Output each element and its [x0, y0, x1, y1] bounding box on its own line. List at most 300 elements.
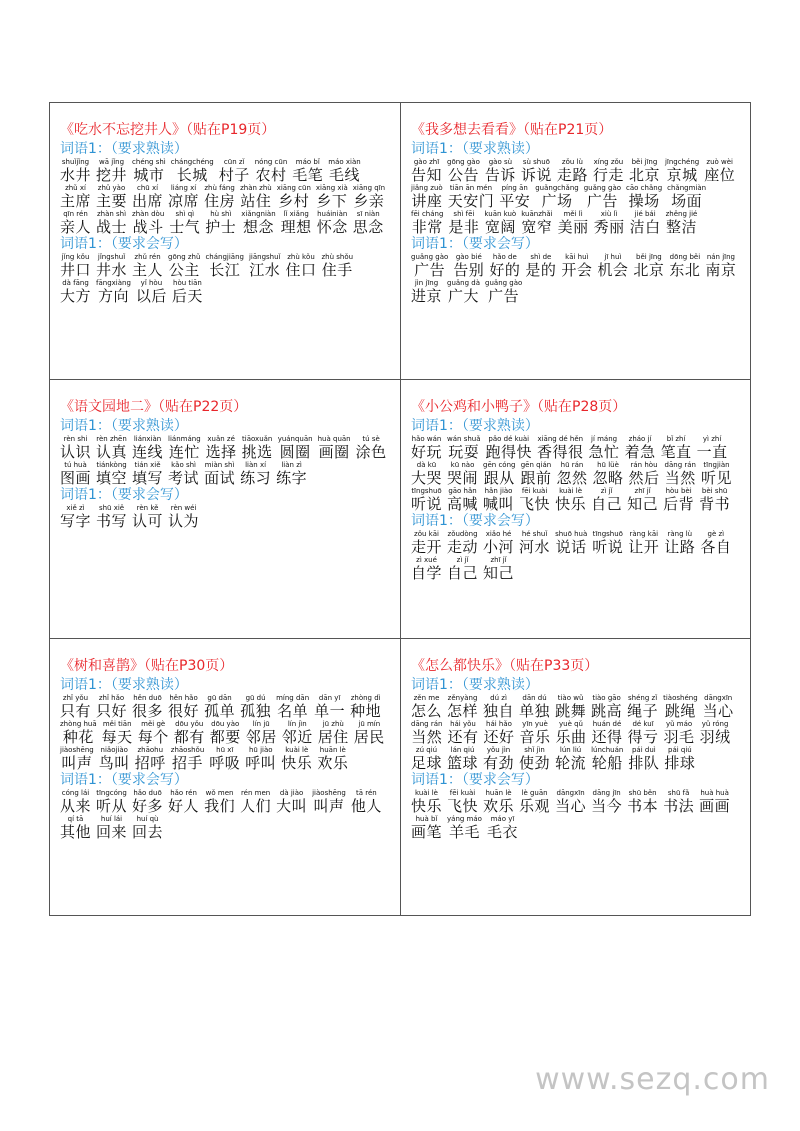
- word-item: [411, 487, 442, 513]
- pinyin: niǎojiào: [100, 746, 128, 754]
- word-list: [60, 253, 394, 305]
- word-item: [277, 184, 311, 210]
- pinyin: shuǐjǐng: [61, 158, 90, 166]
- pinyin: hěn duō: [133, 694, 162, 702]
- hanzi: 开会: [561, 261, 593, 279]
- pinyin: guǎng gào: [583, 184, 622, 192]
- hanzi: 河水: [519, 538, 551, 556]
- hanzi: 面试: [204, 469, 236, 487]
- pinyin: gōng gào: [447, 158, 480, 166]
- word-item: [317, 746, 348, 772]
- word-item: [485, 279, 522, 305]
- hanzi: 轮船: [591, 754, 623, 772]
- section-label: 词语1：（要求会写）: [60, 772, 188, 788]
- pinyin: guǎng dà: [447, 279, 481, 287]
- hanzi: 住房: [204, 192, 236, 210]
- word-item: [314, 694, 345, 720]
- word-list: [60, 504, 394, 530]
- hanzi: 毛衣: [486, 823, 518, 841]
- pinyin: dú zì: [490, 694, 507, 702]
- pinyin: hǎo de: [492, 253, 517, 261]
- word-item: [132, 504, 163, 530]
- hanzi: 呼吸: [209, 754, 241, 772]
- hanzi: 乐观: [519, 797, 551, 815]
- hanzi: 香得很: [537, 443, 584, 461]
- pinyin: dé kuī: [632, 720, 654, 728]
- word-item: [597, 253, 628, 279]
- pinyin: zuò wèi: [706, 158, 734, 166]
- word-item: [210, 720, 241, 746]
- hanzi: 练习: [240, 469, 272, 487]
- hanzi: 飞快: [447, 797, 479, 815]
- pinyin: zhāoshǒu: [170, 746, 205, 754]
- word-item: [132, 461, 163, 487]
- word-item: [555, 789, 586, 815]
- word-item: [591, 487, 622, 513]
- word-item: [447, 530, 478, 556]
- hanzi: 行走: [592, 166, 624, 184]
- hanzi: 羊毛: [448, 823, 480, 841]
- hanzi: 着急: [624, 443, 656, 461]
- pinyin: hū rán: [560, 461, 584, 469]
- watermark: www.sezq.com: [535, 1062, 770, 1097]
- pinyin: jū mín: [358, 720, 381, 728]
- word-item: [447, 435, 481, 461]
- pinyin: gū dú: [245, 694, 266, 702]
- hanzi: 怎么: [411, 702, 443, 720]
- hanzi: 连线: [132, 443, 164, 461]
- hanzi: 从来: [60, 797, 92, 815]
- word-item: [519, 789, 550, 815]
- pinyin: gēn cóng: [483, 461, 516, 469]
- pinyin: hěn hǎo: [169, 694, 198, 702]
- pinyin: hù shì: [210, 210, 232, 218]
- word-item: [60, 279, 91, 305]
- pinyin: zì jǐ: [456, 556, 469, 564]
- hanzi: 进京: [411, 287, 443, 305]
- card-title: 《语文园地二》（贴在P22页）: [60, 399, 248, 415]
- hanzi: 呼叫: [245, 754, 277, 772]
- card-1: [50, 103, 401, 380]
- hanzi: 使劲: [519, 754, 551, 772]
- word-item: [626, 184, 662, 210]
- word-item: [483, 720, 514, 746]
- hanzi: 护士: [205, 218, 237, 236]
- pinyin: máo bǐ: [295, 158, 320, 166]
- pinyin: cóng lái: [61, 789, 90, 797]
- pinyin: huáiniàn: [317, 210, 348, 218]
- word-item: [447, 556, 478, 582]
- pinyin: huà quān: [317, 435, 351, 443]
- pinyin: zhěng jié: [665, 210, 698, 218]
- word-item: [282, 720, 313, 746]
- hanzi: 写字: [60, 512, 92, 530]
- hanzi: 好人: [168, 797, 200, 815]
- pinyin: ràng lù: [667, 530, 693, 538]
- pinyin: huí lái: [100, 815, 123, 823]
- hanzi: 填空: [96, 469, 128, 487]
- hanzi: 邻居: [245, 728, 277, 746]
- hanzi: 跳高: [591, 702, 623, 720]
- word-item: [411, 815, 442, 841]
- word-item: [240, 789, 271, 815]
- hanzi: 孤单: [204, 702, 236, 720]
- card-title: 《怎么都快乐》（贴在P33页）: [411, 658, 599, 674]
- word-item: [453, 253, 484, 279]
- hanzi: 主席: [60, 192, 92, 210]
- pinyin: xiǎo hé: [485, 530, 512, 538]
- pinyin: běi jīng: [631, 158, 658, 166]
- word-item: [555, 487, 586, 513]
- hanzi: 当然: [664, 469, 696, 487]
- hanzi: 忽然: [556, 469, 588, 487]
- pinyin: zhǔ yào: [97, 184, 126, 192]
- word-list: [60, 694, 394, 772]
- word-item: [700, 720, 731, 746]
- pinyin: jiāngshuǐ: [248, 253, 281, 261]
- hanzi: 背书: [699, 495, 731, 513]
- pinyin: jǐngshuǐ: [97, 253, 126, 261]
- pinyin: huán dé: [592, 720, 622, 728]
- hanzi: 非常: [411, 218, 443, 236]
- hanzi: 跑得快: [485, 443, 533, 461]
- pinyin: zhī jǐ: [490, 556, 507, 564]
- pinyin: zì xué: [416, 556, 437, 564]
- hanzi: 乡亲: [353, 192, 385, 210]
- pinyin: nán jīng: [706, 253, 735, 261]
- word-item: [219, 158, 250, 184]
- pinyin: dà jiào: [279, 789, 304, 797]
- card-title: 《小公鸡和小鸭子》（贴在P28页）: [411, 399, 627, 415]
- word-item: [132, 694, 163, 720]
- hanzi: 招手: [172, 754, 204, 772]
- hanzi: 只有: [60, 702, 92, 720]
- pinyin: liàn zì: [281, 461, 302, 469]
- word-item: [447, 720, 478, 746]
- pinyin: yuánquān: [277, 435, 313, 443]
- word-item: [697, 435, 728, 461]
- pinyin: huí qù: [136, 815, 159, 823]
- hanzi: 足球: [411, 754, 443, 772]
- word-item: [96, 694, 127, 720]
- hanzi: 天安门: [447, 192, 495, 210]
- word-item: [411, 253, 448, 279]
- pinyin: jū zhù: [322, 720, 344, 728]
- word-item: [411, 279, 442, 305]
- pinyin: lǐ xiǎng: [283, 210, 309, 218]
- word-item: [521, 210, 552, 236]
- word-item: [281, 210, 312, 236]
- pinyin: guǎng gào: [485, 279, 523, 287]
- word-item: [591, 694, 622, 720]
- word-item: [60, 720, 97, 746]
- hanzi: 乐曲: [555, 728, 587, 746]
- hanzi: 北京: [628, 166, 660, 184]
- hanzi: 画画: [699, 797, 731, 815]
- hanzi: 还好: [483, 728, 515, 746]
- word-item: [60, 461, 91, 487]
- hanzi: 好的: [489, 261, 521, 279]
- section-label: 词语1：（要求熟读）: [411, 141, 539, 157]
- word-item: [519, 530, 550, 556]
- pinyin: yǔ róng: [701, 720, 729, 728]
- hanzi: 跟前: [520, 469, 552, 487]
- word-item: [483, 746, 514, 772]
- hanzi: 主要: [96, 192, 128, 210]
- word-list: [411, 694, 745, 772]
- word-item: [557, 158, 588, 184]
- pinyin: pái qiú: [668, 746, 692, 754]
- word-item: [411, 556, 442, 582]
- word-item: [96, 789, 127, 815]
- pinyin: zěnyàng: [447, 694, 478, 702]
- pinyin: xiāng xià: [315, 184, 348, 192]
- hanzi: 招呼: [134, 754, 166, 772]
- pinyin: yǔ máo: [665, 720, 693, 728]
- pinyin: hái yǒu: [450, 720, 476, 728]
- hanzi: 人们: [240, 797, 272, 815]
- pinyin: liàn xí: [245, 461, 267, 469]
- pinyin: zhù shǒu: [321, 253, 354, 261]
- pinyin: zǒudòng: [447, 530, 478, 538]
- pinyin: fēi kuài: [521, 487, 548, 495]
- word-item: [318, 720, 349, 746]
- pinyin: shū xiě: [98, 504, 125, 512]
- pinyin: zhǐ yǒu: [62, 694, 89, 702]
- word-item: [168, 435, 201, 461]
- hanzi: 认为: [168, 512, 200, 530]
- word-item: [664, 720, 695, 746]
- hanzi: 亲人: [60, 218, 92, 236]
- word-item: [483, 556, 514, 582]
- word-item: [135, 746, 166, 772]
- pinyin: wā jǐng: [99, 158, 125, 166]
- pinyin: jí máng: [591, 435, 618, 443]
- word-item: [249, 253, 281, 279]
- word-item: [447, 694, 478, 720]
- hanzi: 主人: [132, 261, 164, 279]
- hanzi: 京城: [666, 166, 698, 184]
- word-item: [556, 720, 587, 746]
- pinyin: rán hòu: [630, 461, 658, 469]
- word-item: [356, 435, 387, 461]
- word-item: [629, 158, 660, 184]
- pinyin: zhù fáng: [204, 184, 235, 192]
- hanzi: 井水: [96, 261, 128, 279]
- hanzi: 听见: [700, 469, 732, 487]
- hanzi: 哭闹: [447, 469, 479, 487]
- hanzi: 小河: [483, 538, 515, 556]
- word-item: [519, 694, 550, 720]
- pinyin: xiù lì: [600, 210, 618, 218]
- hanzi: 他人: [350, 797, 382, 815]
- word-item: [60, 815, 91, 841]
- hanzi: 是非: [448, 218, 480, 236]
- pinyin: yǐ hòu: [140, 279, 163, 287]
- pinyin: lán qiú: [450, 746, 475, 754]
- word-item: [316, 184, 348, 210]
- word-item: [328, 158, 360, 184]
- pinyin: hòu bèi: [665, 487, 692, 495]
- word-item: [665, 461, 696, 487]
- hanzi: 叫声: [61, 754, 93, 772]
- hanzi: 当心: [555, 797, 587, 815]
- hanzi: 后背: [663, 495, 695, 513]
- hanzi: 宽窄: [521, 218, 553, 236]
- pinyin: huà bǐ: [415, 815, 438, 823]
- word-item: [592, 720, 623, 746]
- pinyin: zhàn zhù: [240, 184, 272, 192]
- word-item: [661, 435, 692, 461]
- hanzi: 篮球: [447, 754, 479, 772]
- hanzi: 快乐: [281, 754, 313, 772]
- hanzi: 村子: [218, 166, 250, 184]
- pinyin: yáng máo: [447, 815, 482, 823]
- pinyin: shū běn: [628, 789, 657, 797]
- pinyin: hòu tiān: [173, 279, 202, 287]
- hanzi: 单独: [519, 702, 551, 720]
- card-grid: [49, 102, 751, 916]
- hanzi: 每天: [101, 728, 133, 746]
- hanzi: 站住: [240, 192, 272, 210]
- word-item: [447, 158, 480, 184]
- word-item: [447, 461, 478, 487]
- hanzi: 羽毛: [663, 728, 695, 746]
- pinyin: yǒu jìn: [486, 746, 511, 754]
- hanzi: 其他: [60, 823, 92, 841]
- card-title: 《吃水不忘挖井人》（贴在P19页）: [60, 122, 276, 138]
- hanzi: 书写: [96, 512, 128, 530]
- word-item: [625, 435, 656, 461]
- hanzi: 听说: [411, 495, 443, 513]
- hanzi: 很好: [168, 702, 200, 720]
- word-item: [132, 253, 163, 279]
- pinyin: qí tā: [67, 815, 84, 823]
- hanzi: 好玩: [411, 443, 443, 461]
- pinyin: kuài lè: [415, 789, 438, 797]
- word-item: [96, 253, 127, 279]
- hanzi: 知己: [627, 495, 659, 513]
- word-item: [701, 461, 732, 487]
- hanzi: 秀丽: [593, 218, 625, 236]
- pinyin: fēi cháng: [411, 210, 444, 218]
- word-item: [276, 461, 307, 487]
- word-item: [483, 694, 514, 720]
- pinyin: liáng xí: [170, 184, 197, 192]
- pinyin: dōng běi: [669, 253, 701, 261]
- pinyin: máo yī: [490, 815, 515, 823]
- pinyin: rèn wéi: [170, 504, 197, 512]
- section-label: 词语1：（要求熟读）: [60, 677, 188, 693]
- pinyin: hū xī: [216, 746, 234, 754]
- word-item: [60, 158, 91, 184]
- pinyin: zhù kǒu: [287, 253, 315, 261]
- word-item: [411, 210, 443, 236]
- card-title: 《树和喜鹊》（贴在P30页）: [60, 658, 234, 674]
- hanzi: 听说: [592, 538, 624, 556]
- pinyin: míng dān: [276, 694, 310, 702]
- hanzi: 大哭: [411, 469, 443, 487]
- word-item: [169, 210, 200, 236]
- pinyin: nóng cūn: [254, 158, 288, 166]
- word-item: [204, 184, 235, 210]
- word-item: [484, 210, 516, 236]
- hanzi: 农村: [255, 166, 287, 184]
- pinyin: kāi huì: [565, 253, 589, 261]
- pinyin: liánxiàn: [133, 435, 162, 443]
- hanzi: 自己: [447, 564, 479, 582]
- word-item: [489, 253, 520, 279]
- pinyin: kuài lè: [285, 746, 309, 754]
- pinyin: sī niàn: [356, 210, 380, 218]
- pinyin: guǎngchǎng: [535, 184, 579, 192]
- hanzi: 让路: [664, 538, 696, 556]
- word-item: [664, 530, 695, 556]
- hanzi: 方向: [97, 287, 129, 305]
- pinyin: zhòng dì: [350, 694, 381, 702]
- pinyin: lín jū: [252, 720, 270, 728]
- word-item: [209, 746, 240, 772]
- word-item: [168, 461, 199, 487]
- word-item: [255, 158, 288, 184]
- pinyin: wán shuǎ: [447, 435, 481, 443]
- pinyin: lín jìn: [287, 720, 307, 728]
- pinyin: dāng rán: [411, 720, 443, 728]
- pinyin: tián xiě: [134, 461, 161, 469]
- hanzi: 讲座: [411, 192, 443, 210]
- pinyin: yì zhí: [702, 435, 722, 443]
- word-item: [525, 253, 556, 279]
- hanzi: 乡下: [316, 192, 348, 210]
- hanzi: 整洁: [665, 218, 697, 236]
- pinyin: chéng shì: [132, 158, 166, 166]
- hanzi: 战斗: [132, 218, 164, 236]
- word-item: [317, 210, 348, 236]
- word-item: [411, 789, 442, 815]
- hanzi: 书法: [663, 797, 695, 815]
- pinyin: kǎo shì: [171, 461, 196, 469]
- pinyin: hū jiào: [249, 746, 273, 754]
- hanzi: 跟从: [483, 469, 515, 487]
- section-label: 词语1：（要求熟读）: [60, 418, 188, 434]
- pinyin: dān yī: [318, 694, 341, 702]
- pinyin: tiào wǔ: [557, 694, 584, 702]
- word-item: [172, 279, 203, 305]
- pinyin: bèi shū: [701, 487, 728, 495]
- hanzi: 井口: [60, 261, 92, 279]
- word-item: [60, 210, 91, 236]
- hanzi: 广大: [448, 287, 480, 305]
- pinyin: měi tiān: [102, 720, 132, 728]
- hanzi: 认可: [132, 512, 164, 530]
- word-item: [485, 158, 516, 184]
- pinyin: tiàoshéng: [663, 694, 698, 702]
- word-item: [447, 487, 478, 513]
- pinyin: zì jǐ: [600, 487, 613, 495]
- pinyin: huān lè: [485, 789, 512, 797]
- pinyin: tīngcóng: [96, 789, 127, 797]
- pinyin: gū dān: [207, 694, 232, 702]
- hanzi: 南京: [705, 261, 737, 279]
- hanzi: 水井: [60, 166, 92, 184]
- card-title: 《我多想去看看》（贴在P21页）: [411, 122, 613, 138]
- pinyin: rén men: [240, 789, 271, 797]
- pinyin: shéng zǐ: [628, 694, 658, 702]
- word-item: [589, 435, 620, 461]
- pinyin: huān lè: [319, 746, 346, 754]
- word-item: [669, 253, 700, 279]
- word-item: [276, 694, 309, 720]
